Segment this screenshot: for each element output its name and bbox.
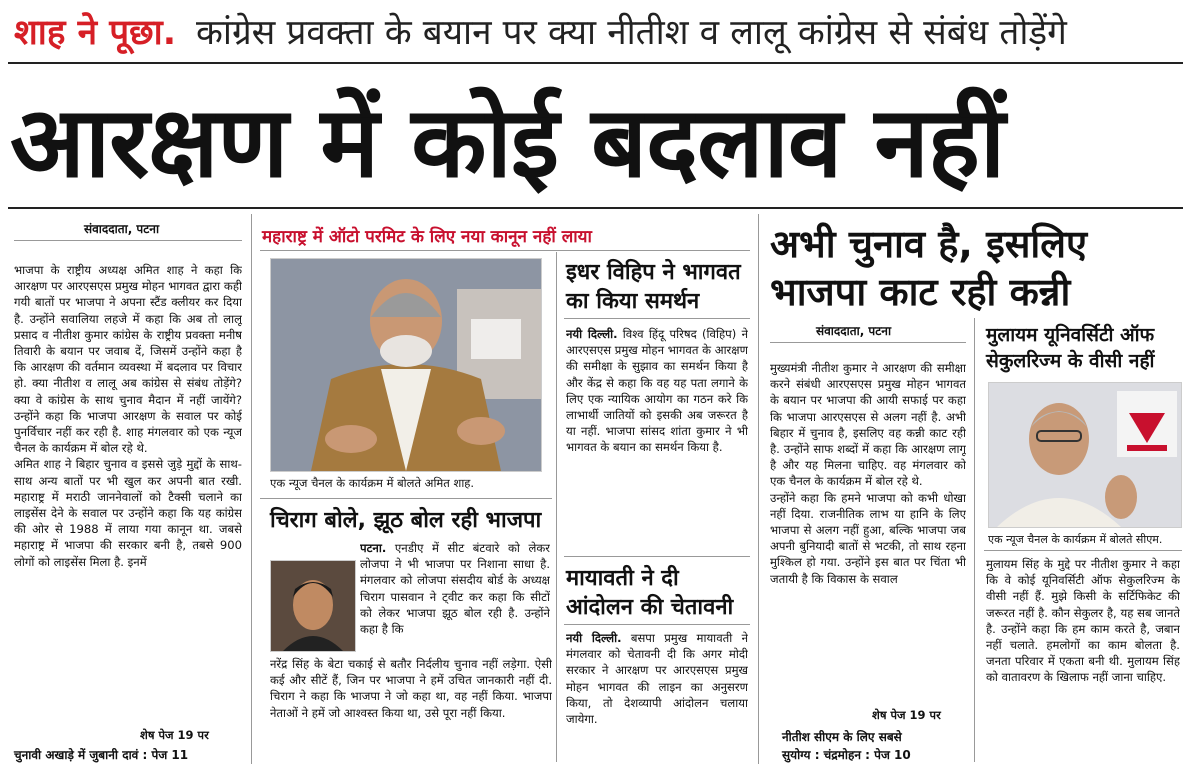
nitish-heading: अभी चुनाव है, इसलिए भाजपा काट रही कन्नी [770, 222, 1088, 314]
nitish-promo-line1: नीतीश सीएम के लिए सबसे [782, 730, 902, 744]
shah-photo-caption: एक न्यूज चैनल के कार्यक्रम में बोलते अमित शाह. [270, 476, 475, 490]
chirag-paswan-illustration [271, 561, 355, 651]
mayawati-text [566, 630, 748, 760]
col-divider-1 [251, 214, 252, 764]
nitish-body: मुख्यमंत्री नीतीश कुमार ने आरक्षण की समीक्षा करने संबंधी आरएसएस प्रमुख मोहन भागवत के बयान पर भाजपा की आयी सफाई पर कहा कि भाजपा आरएसएस से अलग नहीं है. अभी बिहार में चुनाव है, इसलिए वह कन्नी काट रही है. उन्होंने साफ शब्दों में कहा कि आरक्षण लागू है और यह मिलना चाहिए. वह मंगलवार को एक चैनल के कार्यक्रम में बोल रहे थे. उन्होंने कहा कि हमने भाजपा को कभी धोखा नहीं दिया. राजनीतिक लाभ या हानि के लिए भाजपा से अलग नहीं हुआ, बल्कि भाजपा जब अपनी बुनियादी बातों से भटकी, तो साथ रहना मुश्किल हो गया. उन्होंने इस बात पर चिंता भी जतायी है कि विकास के सवाल [770, 361, 966, 586]
vhp-heading: इधर विहिप ने भागवत का किया समर्थन [566, 260, 741, 314]
chirag-body-full: नरेंद्र सिंह के बेटा चकाई से बतौर निर्दलीय चुनाव नहीं लड़ेगा. ऐसी कई और सीटें हैं, जिन पर भाजपा ने हमें उचित जानकारी नहीं दी. चिराग ने कहा कि भाजपा ने जो कहा था, वह नहीं किया. भाजपा नेताओं ने हमें जो आश्वस्त किया था, उसे पूरा नहीं किया. [270, 657, 552, 720]
mulayam-heading: मुलायम यूनिवर्सिटी ऑफ सेकुलरिज्म के वीसी नहीं [986, 324, 1155, 372]
vhp-body: विश्व हिंदू परिषद (विहिप) ने आरएसएस प्रमुख मोहन भागवत के आरक्षण की समीक्षा के सुझाव का समर्थन किया है और केंद्र से कहा कि वह यह पता लगाने के लिए एक न्यायिक आयोग का गठन करे कि लाभार्थी जातियों को इसकी अब जरूरत है या नहीं. भाजपा सांसद शांता कुमार ने भी भागवत के बयान का समर्थन किया है. [566, 327, 748, 455]
nitish-kumar-photo [988, 382, 1182, 528]
top-rule [8, 62, 1183, 64]
chirag-dateline: पटना. [360, 541, 387, 555]
mayawati-dateline: नयी दिल्ली. [566, 631, 622, 645]
nitish-photo-caption: एक न्यूज चैनल के कार्यक्रम में बोलते सीएम. [988, 533, 1163, 546]
chirag-heading: चिराग बोले, झूठ बोल रही भाजपा [270, 508, 542, 533]
subhead: कांग्रेस प्रवक्ता के बयान पर क्या नीतीश व लालू कांग्रेस से संबंध तोड़ेंगे [196, 13, 1067, 53]
col1-continued: शेष पेज 19 पर [140, 728, 209, 742]
nitish-byline-rule [770, 342, 966, 343]
main-headline: आरक्षण में कोई बदलाव नहीं [10, 86, 1005, 200]
nitish-byline: संवाददाता, पटना [816, 324, 892, 338]
vhp-text [566, 326, 748, 548]
mayawati-top-rule [564, 556, 750, 557]
mayawati-body: बसपा प्रमुख मायावती ने मंगलवार को चेतावनी दी कि अगर मोदी सरकार ने आरक्षण पर आरएसएस प्रमुख मोहन भागवत की लाइन का अनुसरण किया, तो देशव्यापी आंदोलन चलाया जायेगा. [566, 631, 748, 727]
maharashtra-heading: महाराष्ट्र में ऑटो परमिट के लिए नया कानून नहीं लाया [262, 227, 592, 247]
col1-body: भाजपा के राष्ट्रीय अध्यक्ष अमित शाह ने कहा कि आरक्षण पर आरएसएस प्रमुख मोहन भागवत द्वारा कही गयी बातों पर भाजपा ने अपना स्टैंड क्लीयर कर दिया है. उन्होंने सवालिया लहजे में कहा कि अब तो लालू प्रसाद व नीतीश कुमार कांग्रेस के राष्ट्रीय प्रवक्ता मनीष तिवारी के बयान पर जवाब दें, जिसमें उन्होंने कहा है कि आरक्षण की वर्तमान व्यवस्था में बदलाव पर विचार हो. क्या नीतीश व लालू अब कांग्रेस से संबंध तोड़ेंगे? क्या वे कांग्रेस के साथ चुनाव मैदान में नहीं जायेंगे? उन्होंने कहा कि भाजपा आरक्षण के सवाल पर कोई पुनर्विचार नहीं कर रही है. शाह मंगलवार को एक न्यूज चैनल के कार्यक्रम में बोल रहे थे. अमित शाह ने बिहार चुनाव व इससे जुड़े मुद्दों के साथ- साथ अन्य बातों पर भी खुल कर अपनी बात रखी. महाराष्ट्र में मराठी जाननेवालों को टैक्सी चलाने का लाइसेंस देने के सवाल पर उन्होंने कहा कि यह कांग्रेस की ओर से 1988 में लाया गया कानून था. जबसे महाराष्ट्र में भाजपा की सरकार बनी है, तबसे 900 लोगों को लाइसेंस मिला है. इनमें [14, 263, 242, 569]
col1-bottom-promo: चुनावी अखाड़े में जुबानी दावं : पेज 11 [14, 748, 189, 762]
mayawati-heading: मायावती ने दी आंदोलन की चेतावनी [566, 566, 734, 620]
mulayam-rule [984, 550, 1182, 551]
amit-shah-illustration [271, 259, 541, 471]
nitish-promo-line2: सुयोग्य : चंद्रमोहन : पेज 10 [782, 748, 911, 762]
chirag-body-side: एनडीए में सीट बंटवारे को लेकर लोजपा ने भी भाजपा पर निशाना साधा है. मंगलवार को लोजपा संसदीय बोर्ड के अध्यक्ष चिराग पासवान ने ट्वीट कर कहा कि सीटों को लेकर भाजपा झूठ बोल रही है. उन्होंने कहा है कि [360, 541, 550, 637]
col-divider-4 [974, 318, 975, 762]
col-divider-2 [556, 252, 557, 762]
mulayam-body: मुलायम सिंह के मुद्दे पर नीतीश कुमार ने कहा कि वे कोई यूनिवर्सिटी ऑफ सेकुलरिज्म के वीसी नहीं हैं. मुझे किसी के सर्टिफिकेट की जरूरत नहीं है. कौन सेकुलर है, यह सब जानते है. उन्होंने कहा कि हम काम करते है, जबान नहीं चलाते. हमलोगों का काम बोलता है. जनता परिवार में एकता बनी थी. मुलायम सिंह को वातावरण के खिलाफ नहीं जाना चाहिए. [986, 557, 1180, 685]
chirag-side-text [360, 540, 550, 654]
vhp-dateline: नयी दिल्ली. [566, 327, 618, 341]
col1-byline: संवाददाता, पटना [84, 222, 160, 236]
chirag-paswan-photo [270, 560, 356, 652]
kicker: शाह ने पूछा. [14, 13, 177, 53]
col1-byline-rule [14, 240, 242, 241]
col-divider-3 [758, 214, 759, 764]
nitish-continued: शेष पेज 19 पर [872, 708, 941, 722]
vhp-rule [564, 318, 750, 319]
headline-rule [8, 207, 1183, 209]
amit-shah-photo [270, 258, 542, 472]
chirag-top-rule [260, 498, 552, 499]
nitish-kumar-illustration [989, 383, 1181, 527]
maharashtra-rule [260, 250, 750, 251]
mayawati-rule [564, 624, 750, 625]
